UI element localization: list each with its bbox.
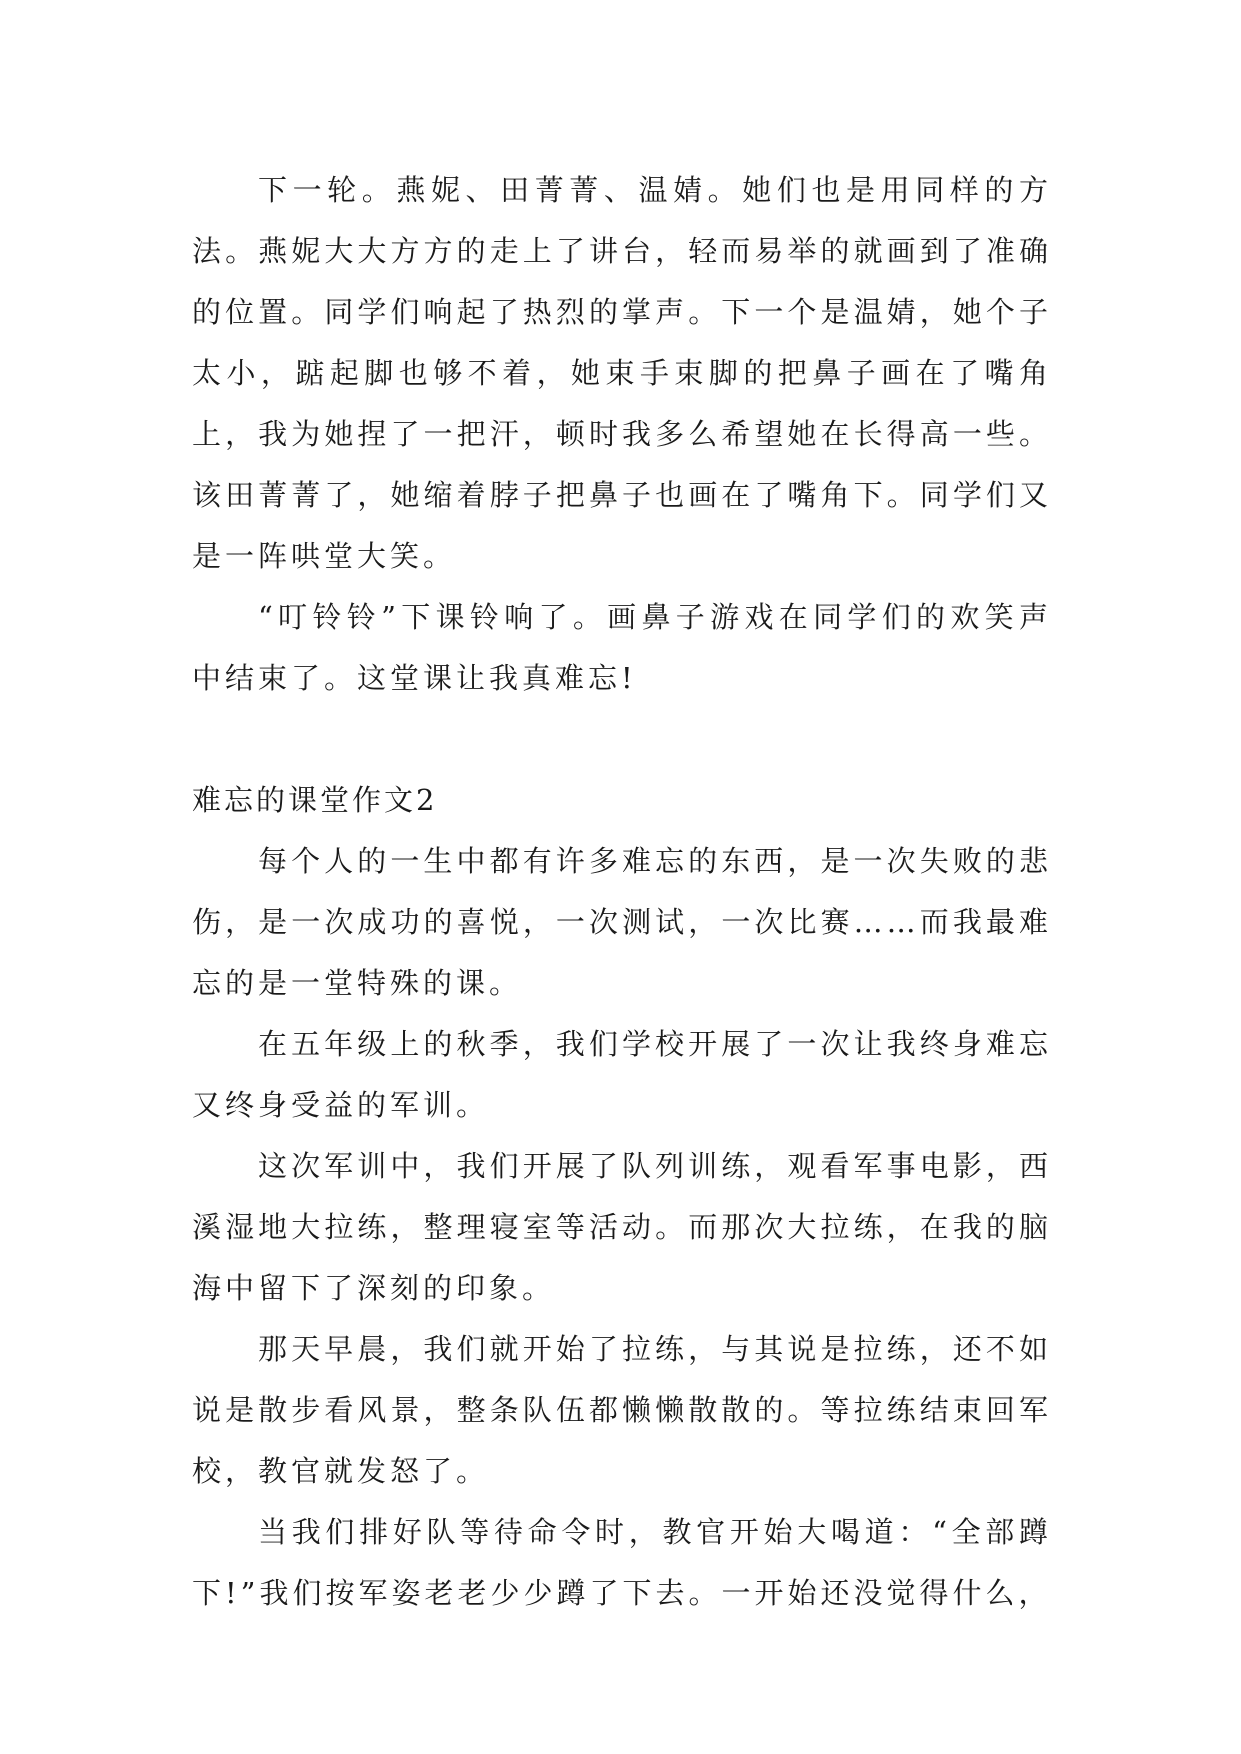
paragraph: 那天早晨，我们就开始了拉练，与其说是拉练，还不如说是散步看风景，整条队伍都懒懒散散的。等拉练结束回军校，教官就发怒了。	[192, 1332, 1052, 1488]
document-body	[192, 160, 1052, 1624]
paragraph: “叮铃铃”下课铃响了。画鼻子游戏在同学们的欢笑声中结束了。这堂课让我真难忘!	[192, 600, 1052, 695]
essay-title: 难忘的课堂作文2	[192, 783, 438, 817]
paragraph: 这次军训中，我们开展了队列训练，观看军事电影，西溪湿地大拉练，整理寝室等活动。而那次大拉练，在我的脑海中留下了深刻的印象。	[192, 1149, 1052, 1305]
paragraph: 当我们排好队等待命令时，教官开始大喝道：“全部蹲下!”我们按军姿老老少少蹲了下去。一开始还没觉得什么，	[192, 1515, 1052, 1610]
paragraph: 下一轮。燕妮、田菁菁、温婧。她们也是用同样的方法。燕妮大大方方的走上了讲台，轻而易举的就画到了准确的位置。同学们响起了热烈的掌声。下一个是温婧，她个子太小，踮起脚也够不着，她束手束脚的把鼻子画在了嘴角上，我为她捏了一把汗，顿时我多么希望她在长得高一些。该田菁菁了，她缩着脖子把鼻子也画在了嘴角下。同学们又是一阵哄堂大笑。	[192, 173, 1052, 573]
paragraph: 在五年级上的秋季，我们学校开展了一次让我终身难忘又终身受益的军训。	[192, 1027, 1052, 1122]
paragraph: 每个人的一生中都有许多难忘的东西，是一次失败的悲伤，是一次成功的喜悦，一次测试，一次比赛……而我最难忘的是一堂特殊的课。	[192, 844, 1052, 1000]
